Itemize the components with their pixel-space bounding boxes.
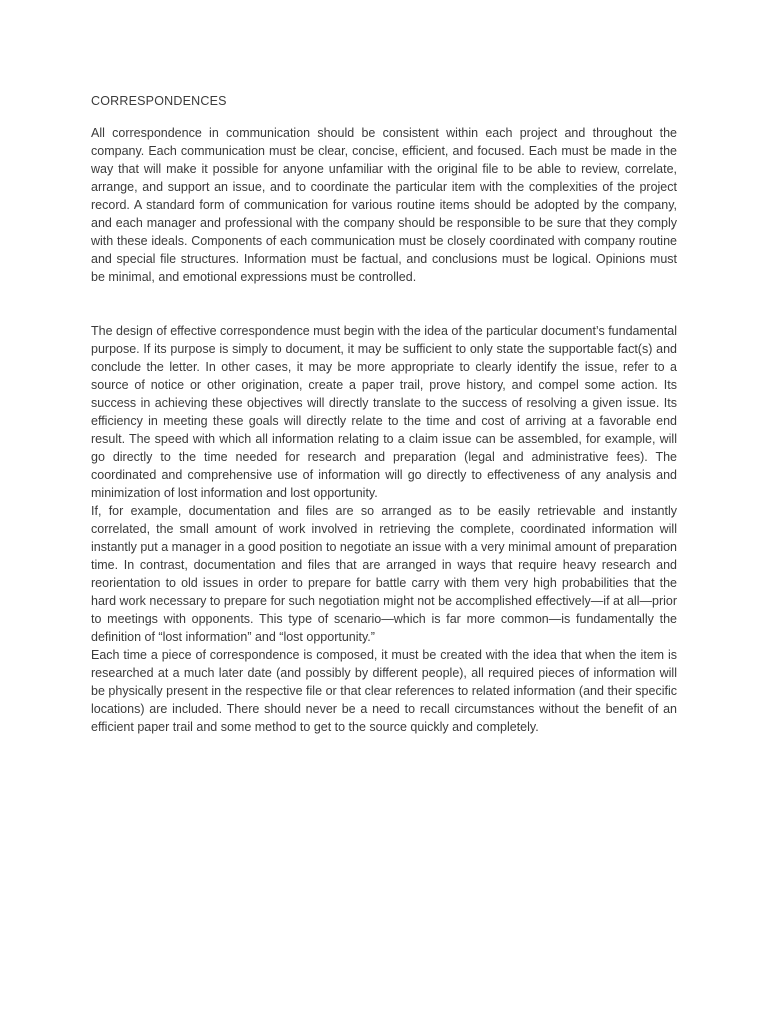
paragraph-consistency: All correspondence in communication should be consistent within each project and throughout the company. Each communication must be clear, concise, efficient, and focused. Each must be made in the way that will make it possible for anyone unfamiliar with the original file to be able to review, correlate, arrange, and support an issue, and to coordinate the particular item with the complexities of the project record. A standard form of communication for various routine items should be adopted by the company, and each manager and professional with the company should be responsible to be sure that they comply with these ideals. Components of each communication must be closely coordinated with company routine and special file structures. Information must be factual, and conclusions must be logical. Opinions must be minimal, and emotional expressions must be controlled. bbox=[91, 126, 677, 284]
document-page bbox=[91, 92, 677, 736]
paragraph-design-purpose: The design of effective correspondence must begin with the idea of the particular document’s fundamental purpose. If its purpose is simply to document, it may be sufficient to only state the supportable fact(s) and conclude the letter. In other cases, it may be more appropriate to clearly identify the issue, refer to a source of notice or other origination, create a paper trail, prove history, and compel some action. Its success in achieving these objectives will directly translate to the success of resolving a given issue. Its efficiency in meeting these goals will directly relate to the time and cost of arriving at a favorable end result. The speed with which all information relating to a claim issue can be assembled, for example, will go directly to the time needed for research and preparation (legal and administrative fees). The coordinated and comprehensive use of information will go directly to effectiveness of any analysis and minimization of lost information and lost opportunity. bbox=[91, 324, 678, 500]
paragraph-paper-trail: Each time a piece of correspondence is composed, it must be created with the idea that when the item is researched at a much later date (and possibly by different people), all required pieces of information will be physically present in the respective file or that clear references to related information (and their specific locations) are included. There should never be a need to recall circumstances without the benefit of an efficient paper trail and some method to get to the source quickly and completely. bbox=[91, 648, 677, 734]
document-heading: CORRESPONDENCES bbox=[91, 94, 227, 108]
paragraph-lost-opportunity: If, for example, documentation and files are so arranged as to be easily retrievable and instantly correlated, the small amount of work involved in retrieving the complete, coordinated information will instantly put a manager in a good position to negotiate an issue with a very minimal amount of preparation time. In contrast, documentation and files that are arranged in ways that require heavy research and reorientation to old issues in order to prepare for battle carry with them very high probabilities that the hard work necessary to prepare for such negotiation might not be accomplished effectively—if at all—prior to meetings with opponents. This type of scenario—which is far more common—is fundamentally the definition of “lost information” and “lost opportunity.” bbox=[91, 504, 677, 644]
